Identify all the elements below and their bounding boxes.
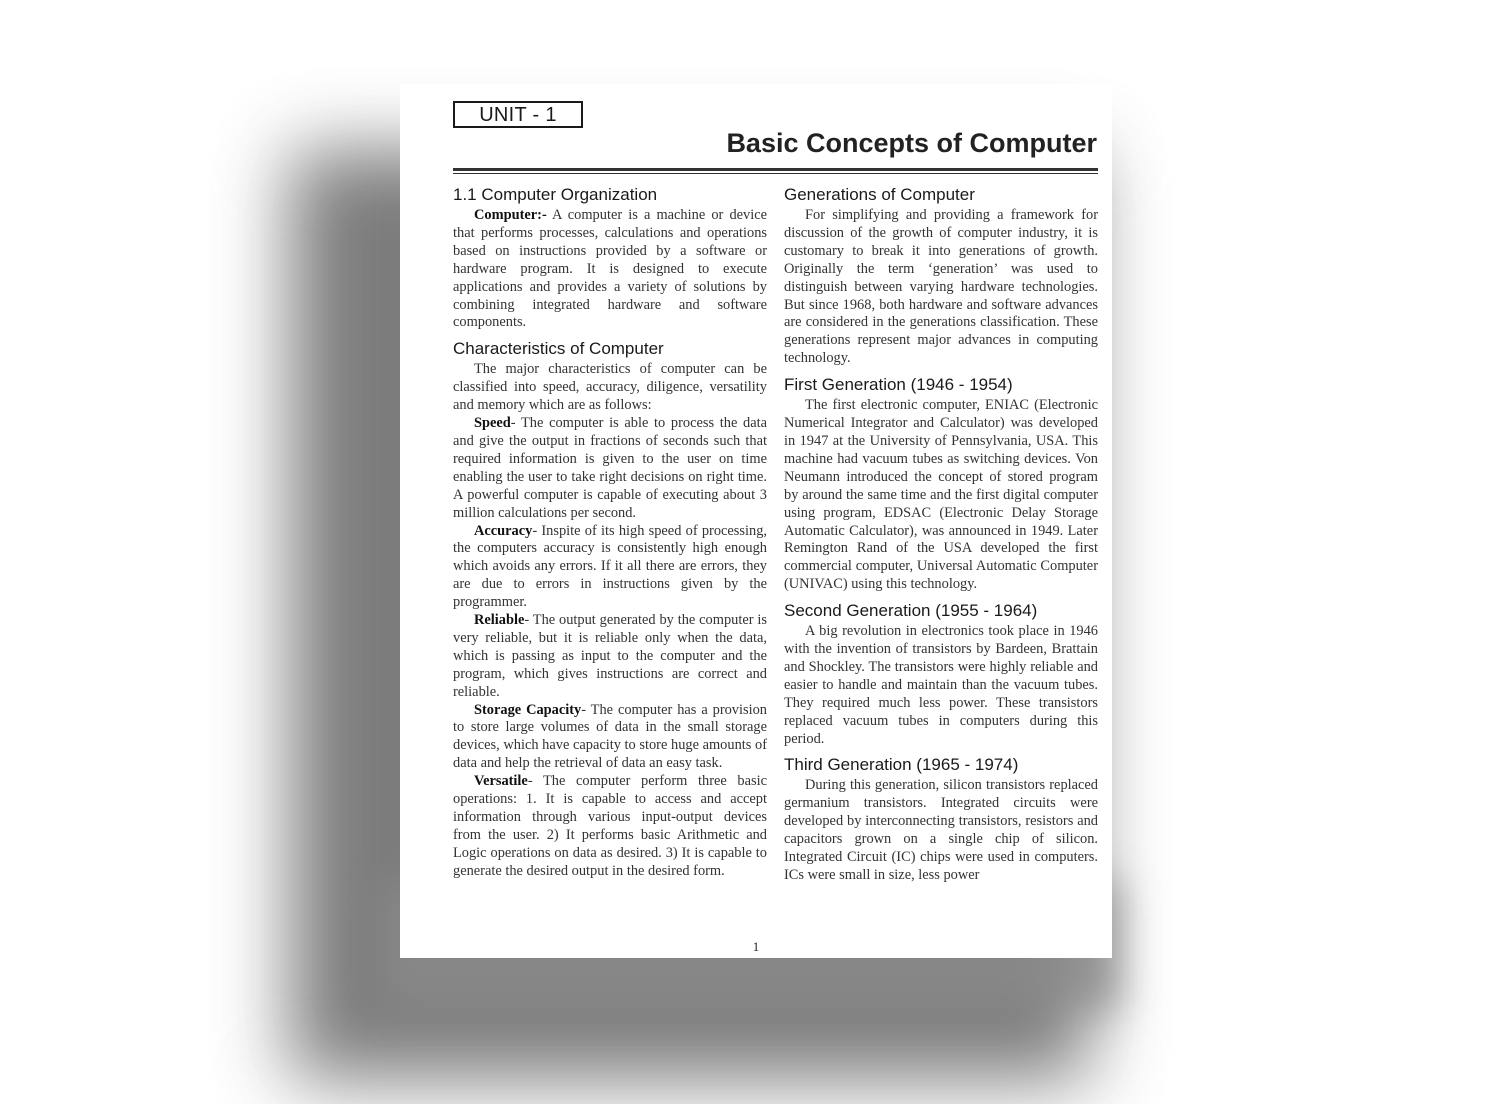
paragraph-reliable [453,612,767,702]
term-computer: Computer:- [474,207,547,223]
paragraph-characteristics-intro: The major characteristics of computer can be classified into speed, accuracy, diligence, versatility and memory which are as follows: [453,361,767,414]
paragraph-text: - The computer has a provision to store large volumes of data in the small storage devices, which have capacity to store huge amounts of data and help the retrieval of data an easy task. [453,701,767,772]
title-rule-thin [453,173,1098,174]
paragraph-text: A computer is a machine or device that performs processes, calculations and operations based on instructions provided by a software or hardware program. It is designed to execute applications and provides a variety of solutions by combining integrated hardware and software components. [453,207,767,331]
paragraph-storage-capacity [453,702,767,774]
right-column [784,184,1098,885]
section-heading-generations: Generations of Computer [784,185,975,204]
paragraph-first-generation: The first electronic computer, ENIAC (Electronic Numerical Integrator and Calculator) was developed in 1947 at the University of Pennsylvania, USA. This machine had vacuum tubes as switching devices. Von Neumann introduced the concept of stored program by around the same time and the first digital computer using program, EDSAC (Electronic Delay Storage Automatic Calculator), was announced in 1949. Later Remington Rand of the USA developed the first commercial computer, Universal Automatic Computer (UNIVAC) using this technology. [784,397,1098,593]
paragraph-versatile [453,773,767,880]
section-heading-first-generation: First Generation (1946 - 1954) [784,375,1013,395]
paragraph-accuracy [453,523,767,613]
paragraph-text: - The output generated by the computer is very reliable, but it is reliable only when the data, which is passing as input to the computer and the program, which gives instructions are correct and reliable. [453,612,767,700]
paragraph-speed [453,415,767,522]
paragraph-second-generation: A big revolution in electronics took place in 1946 with the invention of transistors by Bardeen, Brattain and Shockley. The transistors were highly reliable and easier to handle and maintain than the vacuum tubes. They required much less power. These transistors replaced vacuum tubes in computers during this period. [784,623,1098,747]
paragraph-generations: For simplifying and providing a framework for discussion of the growth of computer industry, it is customary to break it into generations of growth. Originally the term ‘generation’ was used to distinguish between varying hardware technologies. But since 1968, both hardware and software advances are considered in the generations classification. These generations represent major advances in computing technology. [784,207,1098,367]
term-storage-capacity: Storage Capacity [474,701,582,718]
paragraph-third-generation: During this generation, silicon transistors replaced germanium transistors. Integrated circuits were developed by interconnecting transistors, resistors and capacitors grown on a single chip of silicon. Integrated Circuit (IC) chips were used in computers. ICs were small in size, less power [784,777,1098,883]
paragraph-text: - Inspite of its high speed of processing, the computers accuracy is consistently high enough which avoids any errors. If it all there are errors, they are due to errors in instructions given by the programmer. [453,522,767,611]
paragraph-text: - The computer is able to process the data and give the output in fractions of seconds such that required information is given to the user on time enabling the user to take right decisions on right time. A powerful computer is capable of executing about 3 million calculations per second. [453,415,767,521]
section-heading-third-generation: Third Generation (1965 - 1974) [784,755,1019,775]
page-number: 1 [752,939,760,954]
term-accuracy: Accuracy [474,522,533,539]
section-heading-characteristics: Characteristics of Computer [453,339,664,359]
paragraph-text: - The computer perform three basic operations: 1. It is capable to access and accept information through various input-output devices from the user. 2) It performs basic Arithmetic and Logic operations on data as desired. 3) It is capable to generate the desired output in the desired form. [453,773,767,879]
title-rule-thick [453,168,1098,171]
unit-label: UNIT - 1 [453,101,583,128]
term-reliable: Reliable [474,612,525,629]
term-versatile: Versatile [474,773,528,790]
page-title: Basic Concepts of Computer [726,128,1097,158]
term-speed: Speed [474,415,511,432]
section-heading-second-generation: Second Generation (1955 - 1964) [784,601,1038,621]
section-heading-computer-organization: 1.1 Computer Organization [453,185,658,204]
paragraph-computer [453,207,767,332]
book-page [400,84,1112,958]
left-column [453,184,767,881]
